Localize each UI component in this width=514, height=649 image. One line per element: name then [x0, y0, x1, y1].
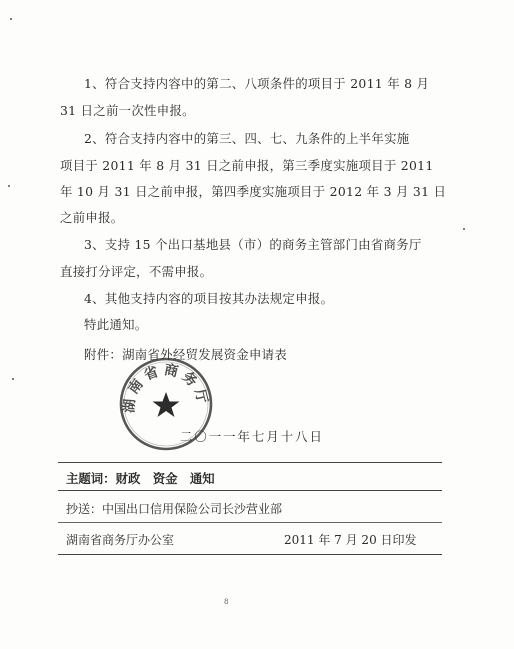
subject-keywords [66, 469, 215, 487]
page-number: 8 [224, 598, 229, 606]
scan-speck [10, 18, 12, 20]
divider-bottom [58, 554, 442, 555]
attachment-line: 附件：湖南省外经贸发展资金申请表 [84, 347, 288, 362]
scan-speck [8, 185, 10, 187]
subject-terms: 财政 资金 通知 [115, 471, 215, 486]
divider-top [58, 462, 442, 463]
divider-subject [58, 490, 442, 491]
paragraph-1-line-2: 31 日之前一次性申报。 [60, 103, 195, 118]
paragraph-2-line-3: 年 10 月 31 日之前申报，第四季度实施项目于 2012 年 3 月 31 日 [60, 184, 447, 199]
paragraph-2-line-1: 2、符合支持内容中的第三、四、七、九条件的上半年实施 [84, 131, 410, 146]
paragraph-1-line-1: 1、符合支持内容中的第二、八项条件的项目于 2011 年 8 月 [84, 76, 430, 91]
paragraph-2-line-4: 之前申报。 [60, 210, 124, 225]
paragraph-3-line-2: 直接打分评定，不需申报。 [60, 264, 213, 279]
issuing-office: 湖南省商务厅办公室 [66, 533, 175, 547]
scan-speck [12, 378, 14, 380]
paragraph-2-line-2: 项目于 2011 年 8 月 31 日之前申报，第三季度实施项目于 2011 [60, 158, 434, 173]
paragraph-4: 4、其他支持内容的项目按其办法规定申报。 [84, 291, 334, 306]
seal-text: 湖南省商务厅 [121, 361, 211, 414]
divider-cc [58, 522, 442, 523]
issue-date: 2011 年 7 月 20 日印发 [284, 533, 417, 547]
scan-speck [463, 228, 465, 230]
seal-star-icon [153, 392, 180, 417]
subject-label: 主题词： [66, 471, 116, 486]
cc-line: 抄送：中国出口信用保险公司长沙营业部 [66, 502, 283, 516]
document-date: 二〇一一年七月十八日 [180, 429, 324, 444]
paragraph-3-line-1: 3、支持 15 个出口基地县（市）的商务主管部门由省商务厅 [84, 237, 422, 252]
closing-text: 特此通知。 [84, 317, 148, 332]
